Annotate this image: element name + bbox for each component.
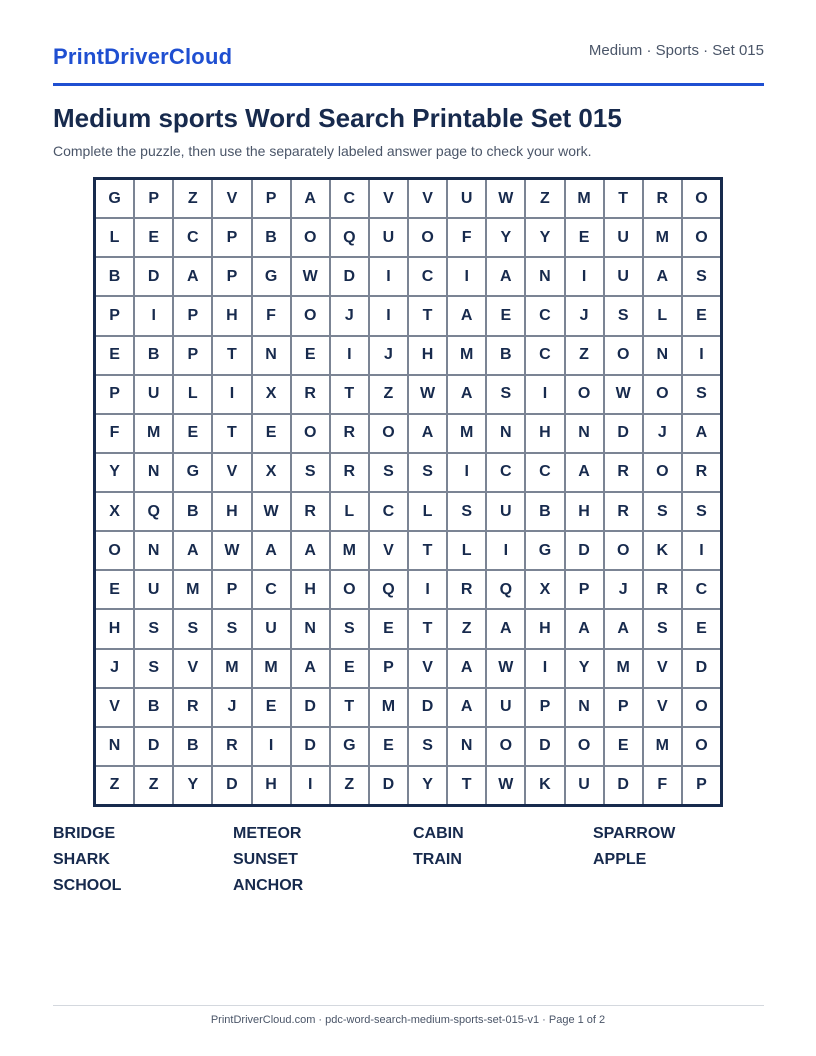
grid-cell: A [448, 689, 485, 726]
grid-cell: I [331, 337, 368, 374]
grid-cell: O [566, 728, 603, 765]
word-list-item: SHARK [53, 851, 110, 868]
grid-cell: C [526, 337, 563, 374]
grid-cell: E [135, 219, 172, 256]
grid-cell: D [331, 258, 368, 295]
grid-cell: P [135, 180, 172, 217]
grid-cell: P [370, 650, 407, 687]
grid-cell: B [526, 493, 563, 530]
grid-cell: A [174, 532, 211, 569]
grid-cell: B [96, 258, 133, 295]
grid-cell: Z [448, 610, 485, 647]
word-list-item: APPLE [593, 851, 647, 868]
grid-cell: T [409, 610, 446, 647]
grid-cell: Q [487, 571, 524, 608]
grid-cell: S [292, 454, 329, 491]
grid-cell: S [448, 493, 485, 530]
grid-cell: D [526, 728, 563, 765]
grid-cell: R [683, 454, 720, 491]
grid-cell: R [605, 493, 642, 530]
grid-cell: M [644, 219, 681, 256]
grid-cell: P [96, 376, 133, 413]
grid-cell: G [331, 728, 368, 765]
grid-cell: S [331, 610, 368, 647]
grid-cell: C [526, 297, 563, 334]
grid-cell: J [213, 689, 250, 726]
grid-cell: F [644, 767, 681, 804]
grid-cell: C [370, 493, 407, 530]
grid-cell: O [331, 571, 368, 608]
word-list-item: TRAIN [413, 851, 462, 868]
grid-cell: O [292, 415, 329, 452]
grid-cell: H [213, 297, 250, 334]
grid-cell: A [448, 297, 485, 334]
grid-cell: R [213, 728, 250, 765]
grid-cell: P [213, 571, 250, 608]
grid-cell: U [253, 610, 290, 647]
page-subtitle: Complete the puzzle, then use the separately labeled answer page to check your work. [53, 143, 592, 159]
grid-cell: E [370, 610, 407, 647]
grid-cell: U [605, 258, 642, 295]
grid-cell: F [448, 219, 485, 256]
grid-cell: T [409, 532, 446, 569]
grid-cell: C [174, 219, 211, 256]
grid-cell: U [448, 180, 485, 217]
grid-cell: S [644, 493, 681, 530]
grid-cell: O [605, 532, 642, 569]
grid-cell: D [605, 415, 642, 452]
header-divider [53, 83, 764, 86]
grid-cell: S [213, 610, 250, 647]
footer-divider [53, 1005, 764, 1006]
grid-cell: P [96, 297, 133, 334]
word-list-item: ANCHOR [233, 877, 304, 894]
word-search-grid [93, 177, 723, 807]
grid-cell: S [174, 610, 211, 647]
grid-cell: E [96, 337, 133, 374]
grid-cell: O [683, 689, 720, 726]
grid-cell: B [135, 689, 172, 726]
grid-cell: G [174, 454, 211, 491]
grid-cell: H [213, 493, 250, 530]
grid-cell: O [96, 532, 133, 569]
grid-cell: Y [174, 767, 211, 804]
grid-cell: X [96, 493, 133, 530]
grid-cell: X [253, 454, 290, 491]
grid-cell: F [96, 415, 133, 452]
grid-cell: N [135, 532, 172, 569]
grid-cell: V [370, 532, 407, 569]
grid-cell: C [331, 180, 368, 217]
grid-cell: V [213, 180, 250, 217]
grid-cell: J [566, 297, 603, 334]
grid-cell: I [253, 728, 290, 765]
grid-cell: R [644, 180, 681, 217]
grid-cell: R [644, 571, 681, 608]
grid-cell: D [683, 650, 720, 687]
grid-cell: O [683, 219, 720, 256]
grid-cell: T [331, 376, 368, 413]
grid-cell: Z [174, 180, 211, 217]
grid-cell: S [370, 454, 407, 491]
grid-cell: I [292, 767, 329, 804]
grid-cell: H [96, 610, 133, 647]
grid-cell: Y [526, 219, 563, 256]
grid-cell: A [292, 180, 329, 217]
grid-cell: A [683, 415, 720, 452]
grid-cell: N [253, 337, 290, 374]
grid-cell: A [292, 650, 329, 687]
grid-cell: W [487, 180, 524, 217]
grid-cell: E [683, 297, 720, 334]
grid-cell: E [683, 610, 720, 647]
grid-cell: U [605, 219, 642, 256]
grid-cell: V [409, 180, 446, 217]
grid-cell: C [683, 571, 720, 608]
grid-cell: M [448, 415, 485, 452]
grid-cell: H [526, 610, 563, 647]
word-list [53, 825, 773, 895]
grid-cell: I [487, 532, 524, 569]
grid-cell: E [292, 337, 329, 374]
grid-cell: D [135, 728, 172, 765]
grid-cell: M [253, 650, 290, 687]
grid-cell: V [644, 689, 681, 726]
grid-cell: I [683, 337, 720, 374]
grid-cell: P [213, 219, 250, 256]
grid-cell: H [409, 337, 446, 374]
grid-cell: B [487, 337, 524, 374]
grid-cell: Y [96, 454, 133, 491]
grid-cell: Q [331, 219, 368, 256]
grid-cell: I [370, 258, 407, 295]
grid-cell: Z [96, 767, 133, 804]
grid-cell: E [605, 728, 642, 765]
grid-cell: O [644, 454, 681, 491]
grid-cell: N [526, 258, 563, 295]
word-list-item: BRIDGE [53, 825, 116, 842]
grid-cell: C [409, 258, 446, 295]
grid-cell: D [292, 728, 329, 765]
grid-cell: N [96, 728, 133, 765]
grid-cell: E [370, 728, 407, 765]
puzzle-meta: Medium · Sports · Set 015 [588, 42, 764, 59]
word-list-item: CABIN [413, 825, 464, 842]
grid-cell: Z [370, 376, 407, 413]
grid-cell: I [448, 454, 485, 491]
word-list-item: METEOR [233, 825, 302, 842]
grid-cell: X [253, 376, 290, 413]
grid-cell: E [487, 297, 524, 334]
grid-cell: K [526, 767, 563, 804]
grid-cell: V [213, 454, 250, 491]
grid-cell: W [292, 258, 329, 295]
grid-cell: D [566, 532, 603, 569]
grid-cell: R [292, 376, 329, 413]
grid-cell: P [213, 258, 250, 295]
grid-cell: X [526, 571, 563, 608]
grid-cell: A [292, 532, 329, 569]
grid-cell: V [174, 650, 211, 687]
grid-cell: D [292, 689, 329, 726]
grid-cell: Y [566, 650, 603, 687]
grid-cell: P [683, 767, 720, 804]
grid-cell: W [605, 376, 642, 413]
grid-cell: S [683, 376, 720, 413]
grid-cell: P [526, 689, 563, 726]
grid-cell: T [409, 297, 446, 334]
grid-cell: M [448, 337, 485, 374]
grid-cell: N [292, 610, 329, 647]
grid-cell: S [683, 258, 720, 295]
grid-cell: M [174, 571, 211, 608]
grid-cell: S [683, 493, 720, 530]
grid-cell: D [135, 258, 172, 295]
grid-cell: E [96, 571, 133, 608]
grid-cell: B [135, 337, 172, 374]
grid-cell: D [370, 767, 407, 804]
grid-cell: S [409, 454, 446, 491]
grid-cell: M [135, 415, 172, 452]
grid-cell: A [605, 610, 642, 647]
grid-cell: E [174, 415, 211, 452]
grid-cell: O [292, 297, 329, 334]
grid-cell: P [174, 337, 211, 374]
grid-cell: V [370, 180, 407, 217]
grid-cell: A [409, 415, 446, 452]
word-list-item: SUNSET [233, 851, 298, 868]
grid-cell: P [174, 297, 211, 334]
grid-cell: I [370, 297, 407, 334]
grid-cell: S [487, 376, 524, 413]
grid-cell: W [253, 493, 290, 530]
grid-cell: M [644, 728, 681, 765]
grid-cell: M [213, 650, 250, 687]
grid-cell: E [253, 415, 290, 452]
grid-cell: N [448, 728, 485, 765]
grid-cell: O [370, 415, 407, 452]
page-footer: PrintDriverCloud.com · pdc-word-search-medium-sports-set-015-v1 · Page 1 of 2 [210, 1014, 606, 1026]
grid-cell: U [487, 689, 524, 726]
grid-cell: Z [566, 337, 603, 374]
grid-cell: L [644, 297, 681, 334]
grid-cell: N [566, 415, 603, 452]
grid-cell: Q [135, 493, 172, 530]
grid-cell: Y [409, 767, 446, 804]
grid-cell: J [644, 415, 681, 452]
grid-cell: B [174, 728, 211, 765]
grid-cell: Q [370, 571, 407, 608]
grid-cell: S [135, 610, 172, 647]
grid-cell: R [448, 571, 485, 608]
grid-cell: V [96, 689, 133, 726]
grid-cell: A [644, 258, 681, 295]
grid-cell: S [605, 297, 642, 334]
grid-cell: L [409, 493, 446, 530]
grid-cell: P [566, 571, 603, 608]
grid-cell: S [644, 610, 681, 647]
grid-cell: J [370, 337, 407, 374]
grid-cell: U [566, 767, 603, 804]
grid-cell: C [487, 454, 524, 491]
grid-cell: R [174, 689, 211, 726]
grid-cell: P [253, 180, 290, 217]
grid-cell: Z [331, 767, 368, 804]
grid-cell: N [566, 689, 603, 726]
grid-cell: P [605, 689, 642, 726]
grid-cell: I [448, 258, 485, 295]
grid-cell: K [644, 532, 681, 569]
grid-cell: E [566, 219, 603, 256]
grid-cell: I [213, 376, 250, 413]
grid-cell: M [370, 689, 407, 726]
grid-cell: C [526, 454, 563, 491]
grid-cell: M [605, 650, 642, 687]
grid-cell: S [409, 728, 446, 765]
grid-cell: F [253, 297, 290, 334]
grid-cell: L [96, 219, 133, 256]
grid-cell: D [409, 689, 446, 726]
grid-cell: B [253, 219, 290, 256]
grid-cell: L [331, 493, 368, 530]
word-list-item: SCHOOL [53, 877, 122, 894]
grid-cell: H [292, 571, 329, 608]
grid-cell: M [566, 180, 603, 217]
grid-cell: H [526, 415, 563, 452]
grid-cell: O [683, 180, 720, 217]
grid-cell: A [566, 610, 603, 647]
grid-cell: R [331, 415, 368, 452]
grid-cell: J [96, 650, 133, 687]
grid-cell: V [409, 650, 446, 687]
grid-cell: A [253, 532, 290, 569]
grid-cell: W [487, 650, 524, 687]
grid-cell: O [683, 728, 720, 765]
grid-cell: O [605, 337, 642, 374]
grid-cell: H [253, 767, 290, 804]
grid-cell: S [135, 650, 172, 687]
grid-cell: A [448, 376, 485, 413]
grid-cell: A [487, 610, 524, 647]
grid-cell: A [487, 258, 524, 295]
grid-cell: O [409, 219, 446, 256]
grid-cell: G [253, 258, 290, 295]
grid-cell: I [566, 258, 603, 295]
grid-cell: G [96, 180, 133, 217]
grid-cell: Z [526, 180, 563, 217]
grid-cell: O [566, 376, 603, 413]
grid-cell: A [448, 650, 485, 687]
grid-cell: G [526, 532, 563, 569]
grid-cell: N [644, 337, 681, 374]
grid-cell: J [331, 297, 368, 334]
grid-cell: I [526, 376, 563, 413]
grid-cell: Z [135, 767, 172, 804]
grid-cell: J [605, 571, 642, 608]
grid-cell: L [448, 532, 485, 569]
grid-cell: U [135, 376, 172, 413]
grid-cell: O [292, 219, 329, 256]
grid-cell: H [566, 493, 603, 530]
grid-cell: T [213, 415, 250, 452]
grid-cell: C [253, 571, 290, 608]
grid-cell: W [213, 532, 250, 569]
grid-cell: I [683, 532, 720, 569]
grid-cell: A [566, 454, 603, 491]
grid-cell: T [213, 337, 250, 374]
grid-cell: U [370, 219, 407, 256]
grid-cell: I [409, 571, 446, 608]
grid-cell: D [605, 767, 642, 804]
grid-cell: O [487, 728, 524, 765]
grid-cell: R [331, 454, 368, 491]
grid-cell: I [526, 650, 563, 687]
brand-logo-text: PrintDriverCloud [53, 44, 233, 69]
grid-cell: M [331, 532, 368, 569]
grid-cell: T [605, 180, 642, 217]
grid-cell: O [644, 376, 681, 413]
grid-cell: N [487, 415, 524, 452]
grid-cell: A [174, 258, 211, 295]
grid-cell: U [135, 571, 172, 608]
grid-cell: N [135, 454, 172, 491]
grid-cell: B [174, 493, 211, 530]
grid-cell: R [292, 493, 329, 530]
grid-cell: D [213, 767, 250, 804]
grid-cell: R [605, 454, 642, 491]
grid-cell: I [135, 297, 172, 334]
grid-cell: E [331, 650, 368, 687]
grid-cell: W [409, 376, 446, 413]
grid-cell: W [487, 767, 524, 804]
word-list-item: SPARROW [593, 825, 676, 842]
grid-cell: T [448, 767, 485, 804]
grid-cell: U [487, 493, 524, 530]
grid-cell: Y [487, 219, 524, 256]
page-title: Medium sports Word Search Printable Set 015 [53, 103, 622, 133]
grid-cell: V [644, 650, 681, 687]
grid-cell: T [331, 689, 368, 726]
grid-cell: E [253, 689, 290, 726]
grid-cell: L [174, 376, 211, 413]
